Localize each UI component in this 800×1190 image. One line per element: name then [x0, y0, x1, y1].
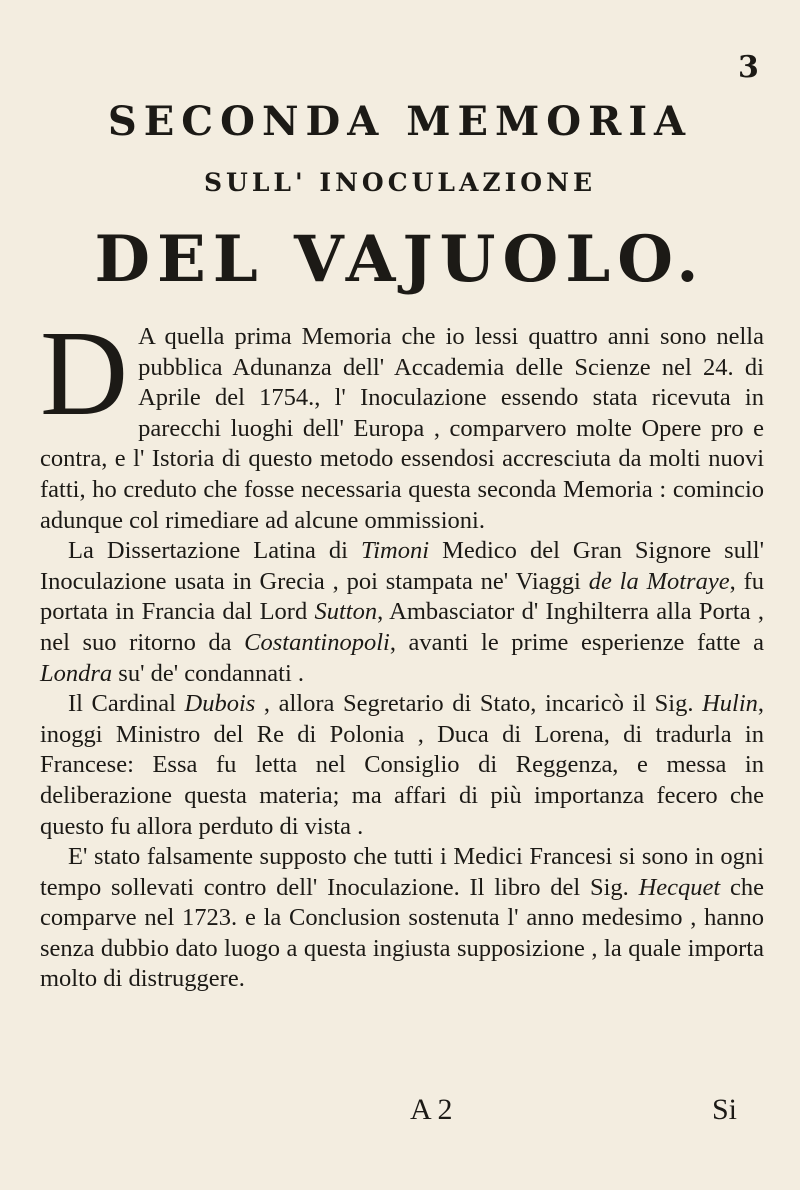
body-text: [40, 306, 764, 995]
text-segment: , fu portata in Francia dal Lord: [40, 567, 764, 626]
text-segment-italic: Costantinopoli: [244, 628, 390, 656]
text-segment-italic: Dubois: [184, 690, 256, 718]
text-segment: Medico del Gran Signore sull' Inoculazione usata in Grecia , poi stampata ne' Viaggi: [40, 537, 764, 595]
title-line-2: SULL' INOCULAZIONE: [204, 168, 596, 197]
catchword: Si: [712, 1093, 738, 1126]
text-segment: A quella prima Memoria che io lessi quattro anni sono nella pubblica Adunanza dell' Accademia delle Scienze nel 24. di Aprile del 1754., l' Inoculazione essendo stata ricevuta in parecchi luoghi dell' Europa , comparvero molte Opere pro e contra, e l' Istoria di questo metodo essendosi accresciuta da molti nuovi fatti, ho creduto che fosse necessaria questa seconda Memoria : comincio adunque col rimediare ad alcune ommissioni.: [40, 323, 764, 534]
text-segment-italic: de la Motraye: [588, 567, 730, 595]
signature-mark: A 2: [410, 1093, 453, 1126]
text-segment: E' stato falsamente supposto che tutti i Medici Francesi si sono in ogni tempo sollevati contro dell' Inoculazione. Il libro del Sig.: [40, 843, 764, 901]
paragraph: [40, 842, 764, 995]
text-segment-italic: Sutton: [314, 598, 378, 626]
text-segment: La Dissertazione Latina di: [68, 537, 361, 565]
text-segment: , allora Segretario di Stato, incaricò il Sig.: [255, 690, 703, 718]
text-segment-italic: Timoni: [360, 537, 430, 565]
text-segment-italic: Hecquet: [638, 873, 721, 901]
paragraph: [40, 689, 764, 842]
paragraph: [40, 536, 764, 689]
paragraph: [40, 306, 764, 536]
title-line-3: DEL VAJUOLO.: [94, 222, 706, 297]
text-segment: che comparve nel 1723. e la Conclusion sostenuta l' anno medesimo , hanno senza dubbio dato luogo a questa ingiusta supposizione , la quale importa molto di distruggere.: [40, 873, 764, 993]
text-segment: , Ambasciator d' Inghilterra alla Porta , nel suo ritorno da: [40, 598, 764, 656]
text-segment: su' de' condannati .: [112, 659, 305, 687]
page-number: 3: [738, 50, 759, 85]
text-segment: , inoggi Ministro del Re di Polonia , Duca di Lorena, di tradurla in Francese: Essa fu letta nel Consiglio di Reggenza, e messa in deliberazione questa materia; ma affari di più importanza fecero che questo fu allora perduto di vista .: [40, 690, 764, 840]
text-segment-italic: Hulin: [702, 690, 758, 718]
text-segment: , avanti le prime esperienze fatte a: [389, 628, 764, 656]
text-segment: Il Cardinal: [68, 690, 185, 718]
title-line-1: SECONDA MEMORIA: [107, 98, 693, 145]
drop-cap: D: [40, 306, 129, 441]
text-segment-italic: Londra: [40, 659, 113, 687]
